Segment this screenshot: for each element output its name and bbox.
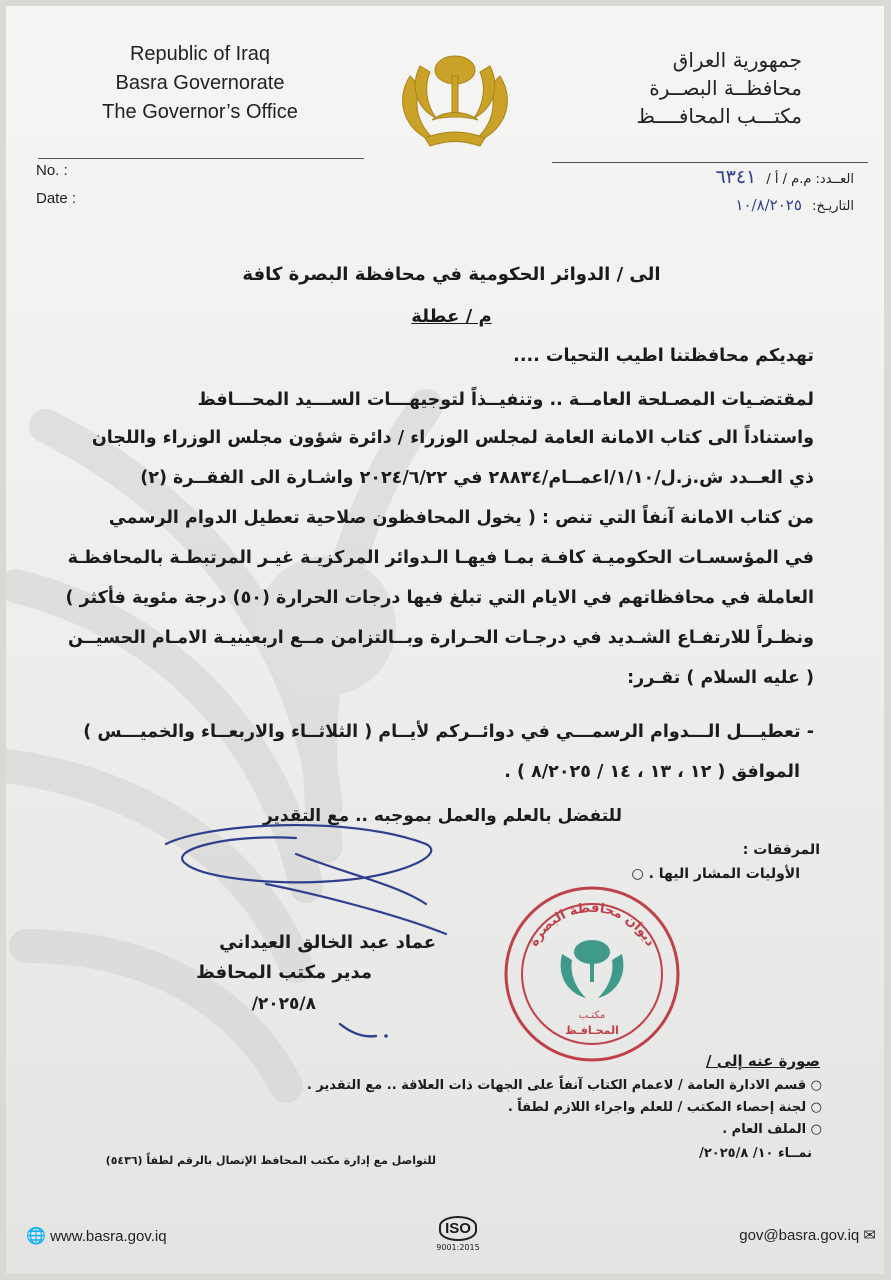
arabic-date-label: التاريـخ:	[812, 199, 854, 214]
stamp-ring-text: ديوان محافظة البصرة	[526, 900, 658, 950]
signatory-name: عماد عبد الخالق العيداني	[219, 932, 436, 953]
footer-reference: نمــاء ١٠/ ٢٠٢٥/٨/	[699, 1146, 812, 1161]
letter-paper	[6, 6, 884, 1274]
bullet-icon: ○	[631, 866, 644, 882]
subject-line: م / عطلة	[411, 306, 492, 327]
footer-email[interactable]: gov@basra.gov.iq ✉	[739, 1227, 876, 1244]
initial-mark	[336, 1018, 396, 1042]
iso-label: ISO	[439, 1216, 477, 1241]
body-line-4: من كتاب الامانة آنفاً التي تنص : ( يخول المحافظون صلاحية تعطيل الدوام الرسمي	[108, 508, 814, 528]
header-divider-right	[552, 162, 868, 163]
english-number-label: No. :	[36, 162, 68, 179]
official-stamp	[500, 882, 684, 1066]
closing-line: للتفضل بالعلم والعمل بموجبه .. مع التقدير	[262, 806, 622, 826]
bullet-icon: ○	[810, 1122, 822, 1137]
body-line-7: ونظـراً للارتفـاع الشـديد في درجـات الحـرارة وبــالتزامن مــع اربعينيـة الامـام الحسيــن	[67, 628, 814, 648]
arabic-number-label: العــدد: م.م / أ /	[766, 172, 854, 187]
arabic-date-row	[735, 196, 854, 214]
heading-line-1: Republic of Iraq	[129, 43, 271, 65]
body-line-2: واستناداً الى كتاب الامانة العامة لمجلس الوزراء / دائرة شؤون مجلس الوزراء واللجان	[91, 428, 814, 448]
bullet-icon: ○	[810, 1078, 822, 1093]
signatory-title: مدير مكتب المحافظ	[196, 962, 372, 983]
envelope-icon: ✉	[863, 1227, 876, 1244]
english-date-label: Date :	[36, 190, 77, 207]
handwritten-date: ١٠/٨/٢٠٢٥	[735, 196, 802, 214]
header-divider-left	[38, 158, 364, 159]
arabic-heading-line-2: محافظــة البصــرة	[649, 76, 802, 100]
arabic-heading	[636, 46, 802, 130]
basra-emblem-logo	[390, 46, 520, 156]
copy-to-label: صورة عنه إلى /	[706, 1052, 820, 1070]
handwritten-signature	[146, 814, 466, 944]
body-line-6: العاملة في محافظاتهم في الايام التي تبلغ فيها درجات الحرارة (٥٠) درجة مئوية فأكثر )	[65, 588, 814, 608]
arabic-number-row	[715, 166, 854, 188]
handwritten-number: ٦٣٤١	[715, 166, 757, 188]
body-line-8: ( عليه السلام ) تقـرر:	[627, 668, 814, 688]
stamp-center-text-2: المحـافـظ	[565, 1024, 619, 1037]
bullet-icon: ○	[810, 1100, 822, 1115]
body-line-1: لمقتضـيات المصـلحة العامــة .. وتنفيــذاً لتوجيهـــات الســـيد المحـــافظ	[197, 390, 814, 410]
arabic-heading-line-3: مكتـــب المحافــــظ	[636, 104, 802, 128]
arabic-heading-line-1: جمهورية العراق	[672, 48, 802, 72]
body-line-5: في المؤسسـات الحكوميـة كافـة بمـا فيهـا الـدوائر المركزيـة غيـر المرتبطـة بالمحافظـة	[67, 548, 814, 568]
signature-date: ٢٠٢٥/٨/	[251, 994, 316, 1014]
greeting-line: تهديكم محافظتنا اطيب التحيات ....	[513, 346, 814, 366]
attachments-label: المرفقات :	[742, 842, 820, 858]
attachments-item: الأوليات المشار اليها . ○	[631, 866, 800, 882]
recipient-line: الى / الدوائر الحكومية في محافظة البصرة كافة	[242, 264, 661, 285]
heading-line-2: Basra Governorate	[115, 72, 285, 94]
globe-icon: 🌐	[26, 1228, 46, 1245]
footer-website[interactable]: 🌐 www.basra.gov.iq	[26, 1228, 167, 1245]
body-line-3: ذي العــدد ش.ز.ل/١/١٠/اعمــام/٢٨٨٣٤ في ٢٠٢٤/٦/٢٢ واشـارة الى الفقــرة (٢)	[140, 468, 814, 488]
copy-to-item-1: ○ قسم الادارة العامة / لاعمام الكتاب آنفاً على الجهات ذات العلاقة .. مع التقدير .	[306, 1078, 822, 1093]
copy-to-item-3: ○ الملف العام .	[722, 1122, 822, 1137]
iso-number: 9001:2015	[436, 1243, 480, 1252]
contact-note: للتواصل مع إدارة مكتب المحافظ الإتصال بالرقم لطفاً (٥٤٣٦)	[105, 1154, 436, 1167]
iso-certification-badge	[432, 1216, 484, 1252]
heading-line-3: The Governor’s Office	[102, 101, 298, 123]
decision-line-1: - تعطيـــل الـــدوام الرسمـــي في دوائــركم لأيــام ( الثلاثــاء والاربعــاء والخميـــس )	[83, 722, 814, 742]
decision-line-2: الموافق ( ١٢ ، ١٣ ، ١٤ / ٨/٢٠٢٥ ) .	[504, 762, 800, 782]
stamp-emblem-icon	[561, 940, 624, 998]
copy-to-item-2: ○ لجنة إحصاء المكتب / للعلم واجراء اللازم لطفاً .	[507, 1100, 822, 1115]
english-heading	[80, 40, 320, 127]
stamp-center-text-1: مكتـب	[578, 1010, 606, 1021]
